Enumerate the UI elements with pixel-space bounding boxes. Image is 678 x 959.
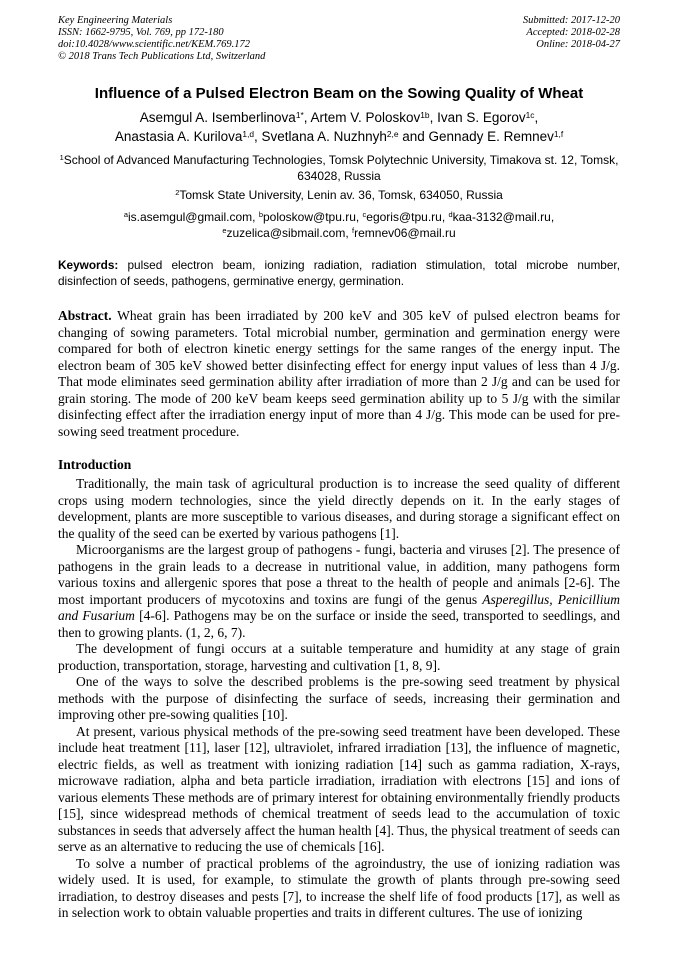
paragraph — [58, 856, 620, 922]
text-segment: Anastasia A. Kurilova — [114, 129, 243, 144]
text-segment: , Svetlana A. Nuzhnyh — [254, 129, 387, 144]
author-line — [58, 108, 620, 127]
text-segment: One of the ways to solve the described problems is the pre-sowing seed treatment by physical methods with the purpose of disinfecting the surface of seeds, increasing their germination and improving other pre-sowing qualities [10]. — [58, 674, 620, 722]
superscript: 1* — [295, 109, 304, 120]
superscript: 1,d — [242, 128, 255, 139]
text-segment: , Ivan S. Egorov — [429, 110, 526, 125]
online-date: Online: 2018-04-27 — [536, 39, 620, 50]
paragraph — [58, 476, 620, 542]
email-line — [58, 225, 620, 241]
text-segment: Asemgul A. Isemberlinova — [139, 110, 296, 125]
journal-copyright: © 2018 Trans Tech Publications Ltd, Switzerland — [58, 51, 266, 62]
paragraph — [58, 724, 620, 856]
journal-header-right — [523, 15, 620, 63]
affiliation-2 — [58, 187, 620, 203]
paragraph — [58, 641, 620, 674]
journal-header — [58, 15, 620, 63]
text-segment: At present, various physical methods of the pre-sowing seed treatment have been developed. These include heat treatment [11], laser [12], ultraviolet, infrared irradiation [13], the influence of magnetic, electric fields, as well as treatment with ionizing radiation [14] such as gamma radiation, X-rays, microwave radiation, alpha and beta particle irradiation, irradiation with electrons [15] and ions of various elements These methods are of primary interest for obtaining environmentally friendly products [15], since widespread methods of chemical treatment of seeds lead to the accumulation of toxic substances in seeds that adversely affect the human health [4]. Thus, the physical treatment of seeds can serve as an alternative to reducing the use of chemicals [16]. — [58, 723, 620, 854]
text-segment: Abstract. — [58, 308, 112, 323]
journal-header-left — [58, 15, 265, 63]
introduction-paragraphs — [58, 476, 620, 922]
superscript: 2 — [175, 188, 180, 198]
author-line — [58, 127, 620, 146]
email-line — [58, 209, 620, 225]
section-heading-introduction: Introduction — [58, 457, 132, 472]
superscript: 1,f — [553, 128, 564, 139]
abstract — [58, 308, 620, 440]
text-segment: Wheat grain has been irradiated by 200 keV and 305 keV of pulsed electron beams for changing of sowing parameters. Total microbial number, germination and germination energy were compared for both of electron kinetic energy settings for the same ranges of the energy input. The electron beam of 305 keV showed better disinfecting effect for energy input values of less than 4 J/g. That mode eliminates seed germination ability after irradiation of more than 2 J/g and can be used for grain storing. The mode of 200 keV beam keeps seed germination ability up to 5 J/g with the similar disinfecting effect after the irradiation energy input of more than 4 J/g. This mode can be used for pre-sowing seed treatment procedure. — [58, 308, 620, 439]
keywords — [58, 257, 620, 289]
author-block — [58, 108, 620, 146]
paragraph — [58, 674, 620, 724]
text-segment: egoris@tpu.ru, — [366, 210, 449, 224]
text-segment: [4-6]. Pathogens may be on the surface or inside the seed, transported to seedlings, and then to growing plants. (1, 2, 6, 7). — [58, 608, 620, 640]
superscript: 2,e — [386, 128, 399, 139]
text-segment: pulsed electron beam, ionizing radiation, radiation stimulation, total microbe number, disinfection of seeds, pathogens, germinative energy, germination. — [58, 258, 620, 288]
superscript: a — [123, 210, 128, 220]
superscript: b — [258, 210, 263, 220]
superscript: 1c — [525, 109, 535, 120]
text-segment: kaa-3132@mail.ru, — [452, 210, 555, 224]
superscript: 1b — [420, 109, 430, 120]
superscript: f — [352, 226, 355, 236]
superscript: 1 — [59, 153, 64, 163]
text-segment: Traditionally, the main task of agricultural production is to increase the seed quality of different crops using modern technologies, since the yield directly depends on it. In the early stages of development, plants are more susceptible to various diseases, and during storage a significant effect on the quality of the seed can be exerted by various pathogens [1]. — [58, 476, 620, 541]
text-segment: Asperegillus, Penicillium and Fusarium — [58, 591, 620, 623]
superscript: d — [448, 210, 453, 220]
text-segment: To solve a number of practical problems of the agroindustry, the use of ionizing radiation was widely used. It is used, for example, to stimulate the growth of plants through pre-sowing seed irradiation, to destroy diseases and pests [7], to increase the shelf life of food products [17], as well as in selection work to obtain valuable properties and traits in different cultures. The use of ionizing — [58, 855, 620, 920]
text-segment: remnev06@mail.ru — [354, 226, 456, 240]
accepted-date: Accepted: 2018-02-28 — [526, 27, 620, 38]
paper-title: Influence of a Pulsed Electron Beam on the Sowing Quality of Wheat — [94, 85, 584, 102]
submitted-date: Submitted: 2017-12-20 — [522, 15, 620, 26]
text-segment: Tomsk State University, Lenin av. 36, Tomsk, 634050, Russia — [179, 188, 503, 202]
journal-doi: doi:10.4028/www.scientific.net/KEM.769.172 — [58, 39, 250, 50]
text-segment: zuzelica@sibmail.com, — [226, 226, 353, 240]
journal-issn-volume: ISSN: 1662-9795, Vol. 769, pp 172-180 — [58, 27, 224, 38]
paragraph — [58, 542, 620, 641]
text-segment: Keywords: — [58, 258, 119, 272]
superscript: c — [362, 210, 367, 220]
superscript: e — [222, 226, 227, 236]
text-segment: poloskow@tpu.ru, — [262, 210, 363, 224]
text-segment: and Gennady E. Remnev — [398, 129, 554, 144]
text-segment: , — [534, 110, 539, 125]
author-emails — [58, 209, 620, 241]
text-segment: School of Advanced Manufacturing Technologies, Tomsk Polytechnic University, Timakova st. 12, Tomsk, 634028, Russia — [63, 153, 619, 183]
affiliation-1 — [58, 152, 620, 184]
text-segment: The development of fungi occurs at a suitable temperature and humidity at any stage of grain production, transportation, storage, harvesting and cultivation [1, 8, 9]. — [58, 641, 620, 673]
journal-title: Key Engineering Materials — [58, 15, 173, 26]
text-segment: is.asemgul@gmail.com, — [127, 210, 259, 224]
text-segment: , Artem V. Poloskov — [303, 110, 421, 125]
text-segment: Microorganisms are the largest group of pathogens - fungi, bacteria and viruses [2]. The presence of pathogens in the grain leads to a decrease in nutritional value, in addition, many pathogens form various toxins and allergenic spores that pose a threat to the health of people and animals [2-6]. The most important producers of mycotoxins and toxins are fungi of the genus — [58, 542, 620, 607]
